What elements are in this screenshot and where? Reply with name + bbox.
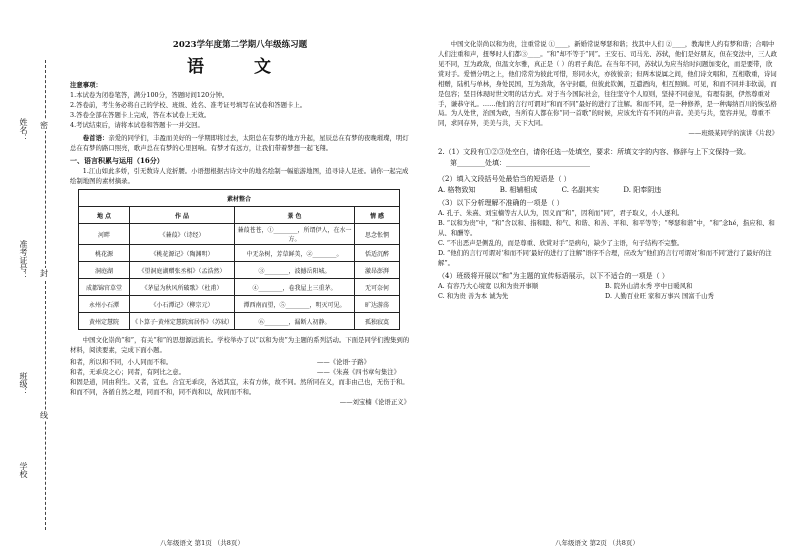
- passage-intro: 中国文化崇尚“和”，有关“和”的思想源远流长。学校举办了以“以和为贵”为主题的系列活动。下面是同学们搜集到的材料，阅读要素，完成下面小题。: [70, 336, 410, 355]
- table-header: 景 色: [235, 207, 355, 224]
- option-2-2-c[interactable]: C. 名副其实: [561, 185, 600, 194]
- option-2-2-b[interactable]: B. 相辅相成: [499, 185, 538, 194]
- cut-char-1: 密: [40, 121, 48, 130]
- question-2-3: （3）以下分析理解不准确的一项是（ ）: [438, 198, 564, 207]
- question-2-1: 2.（1）文段有①②③处空白，请你任选一处填空，要求：所填文字的内容、修辞与上下文保持一致。: [438, 148, 751, 157]
- intro-head: 卷首语：: [82, 133, 109, 142]
- table-header: 情 感: [355, 207, 400, 224]
- table-caption: 素材整合: [79, 190, 400, 207]
- table-header: 地 点: [79, 207, 130, 224]
- table-cell: 成都锦官草堂: [79, 279, 130, 296]
- right-passage-source: ——班级某同学的演讲《片段》: [688, 129, 778, 138]
- option-2-2-d[interactable]: D. 阳奉阴违: [623, 185, 662, 194]
- table-cell: 河畔: [79, 224, 130, 245]
- table-cell[interactable]: 中无杂树，芳草鲜美，②________。: [235, 245, 355, 262]
- id-label: 准考证号：: [19, 240, 28, 280]
- table-row: [79, 245, 400, 262]
- table-cell: 激昂澎湃: [355, 262, 400, 279]
- name-label: 姓名：: [19, 118, 28, 142]
- table-cell: 《蒹葭》（诗经）: [130, 224, 235, 245]
- question-2-2-options: [438, 185, 778, 196]
- table-cell: 孤独寂寞: [355, 313, 400, 330]
- intro-paragraph: [70, 134, 410, 154]
- option-2-2-a[interactable]: A. 格物致知: [438, 185, 476, 194]
- notice-1: 1.本试卷为闭卷笔答，满分100分，答题时间120分钟。: [70, 90, 229, 99]
- school-label: 学校: [19, 462, 28, 478]
- table-cell[interactable]: 潭西南而望，⑤________，明灭可见。: [235, 296, 355, 313]
- quote-2-text: 和者，无乖戾之心；同者，有阿比之意。: [70, 368, 186, 377]
- class-label: 班级：: [19, 372, 28, 396]
- quote-1: [70, 358, 410, 368]
- table-cell: 黄州定慧院: [79, 313, 130, 330]
- table-cell: 洞庭湖: [79, 262, 130, 279]
- section-1-heading: 一、语言积累与运用（16分）: [70, 156, 164, 166]
- question-2-4-options: [438, 282, 778, 302]
- material-table: [78, 189, 400, 330]
- option-2-4-a[interactable]: A. 有容乃大心境宽 以和为贵开事顺: [438, 281, 539, 290]
- table-cell[interactable]: ③________，波撼岳阳城。: [235, 262, 355, 279]
- option-2-3-a[interactable]: A. 孔子、朱熹、刘宝楠等古人认为，因义而“和”，因利而“同”，君子取义，小人逐利。: [438, 209, 684, 218]
- table-row: [79, 279, 400, 296]
- option-2-3-d[interactable]: D. “他们的言行可谓对‘和而不同’最好的进行了注解”语序不合理，应改为“他们的言行可谓对‘和而不同’进行了最好的注解”。: [438, 248, 772, 267]
- table-cell[interactable]: ④________，卷我屋上三重茅。: [235, 279, 355, 296]
- notice-title: 注意事项：: [70, 81, 102, 89]
- table-cell: 无可奈何: [355, 279, 400, 296]
- right-page: [438, 40, 778, 302]
- table-row: [79, 262, 400, 279]
- table-cell: 旷达游荡: [355, 296, 400, 313]
- table-cell[interactable]: ⑥________，漏断人初静。: [235, 313, 355, 330]
- question-1: 1.江山如此多娇，引无数诗人竞折腰。小语想根据古诗文中的地名绘制一幅旅游地图，追寻诗人足迹。请你一起完成绘制地图的素材摘录。: [70, 166, 409, 185]
- table-cell: 《卜算子·黄州定慧院寓居作》（苏轼）: [130, 313, 235, 330]
- option-2-3-c[interactable]: C. “不出恶声是侧乱的，而是尊重、欣赏对手”是病句，缺少了主语，句子结构不完整。: [438, 238, 684, 247]
- right-passage: 中国文化崇尚以和为贵，注重常说 ①____，新婚常说琴瑟和谐；找其中人们 ②____，教海世人约有梦和谐；合唱中人们注重和声，扭琴时人们都③____。“和”却不等于“同”。王安石、司马光、苏轼，他们是好朋友，但在变法中，三人政见不同，互为政敌，但温文尔雅，真正是（ ）的君子典范。在当年不同，苏轼认为应当给时问题加变化，而是要带，欣赏对手。爱憎分明之上，他们常常为彼此可惜，形同水火，亦彼彼亲；但两本说属之间，他们诗文唱和，互相敬重，诗词相赠，陆机与单林，身处民国，互为劲敌，各守封疆，但彼此钦佩，互遣酒肉，相互照顾。可见，和而不同并非软弱，而是包容；坚目体现时世文明的话方式。对于当今国际社会，往往坚守个人原则，坚持不同意见，有理有据，伊然尊重对手，谦恭守礼。……他们的言行可谓对“和而不同”最好的进行了注解。和而不同，是一种修养，是一种海纳百川的恢弘格局。为人处世，治国为政，当所有人都在你“同一首歌”的时候，应该允许有不同的声音。美美与共，宽容并见，尊重不同，求同存异，美美与共，天下大同。: [438, 40, 777, 128]
- quote-1-source: ——《论语·子路》: [316, 358, 370, 367]
- intro-text: 亲爱的同学们，丰盈而美好的一学期即将过去，太阳总在有梦的地方升起，星辰总在有梦的夜晚璀璨，明灯总在有梦的路口照亮，歌声总在有梦的心里回响。有梦才有远方，让我们带着梦想一起飞翔。: [70, 133, 409, 152]
- table-cell: 《望洞庭湖赠张丞相》（孟浩然）: [130, 262, 235, 279]
- notice-block: [70, 81, 410, 131]
- cut-char-3: 线: [40, 411, 48, 420]
- exam-year-title: 2023学年度第二学期八年级练习题: [172, 40, 308, 50]
- table-cell: 《小石潭记》（柳宗元）: [130, 296, 235, 313]
- notice-2: 2.答卷前，考生务必将自己的学校、班级、姓名、准考证号填写在试卷和答题卡上。: [70, 100, 307, 109]
- question-2-1-fill[interactable]: 第________处填：________________________: [450, 159, 590, 168]
- table-row: [79, 296, 400, 313]
- left-page: [70, 38, 410, 408]
- binding-margin: [0, 0, 66, 558]
- table-cell[interactable]: 蒹葭苍苍，①________，所谓伊人，在水一方。: [235, 224, 355, 245]
- table-header: 作 品: [130, 207, 235, 224]
- cut-char-2: 封: [40, 269, 48, 278]
- table-row: [79, 224, 400, 245]
- quote-1-text: 和者，所以和不同，小人同而不和。: [70, 358, 173, 367]
- quote-2-source: ——《朱熹《四书章句集注》: [316, 368, 400, 377]
- table-cell: 思念怅惘: [355, 224, 400, 245]
- table-cell: 恬适沉醉: [355, 245, 400, 262]
- notice-3: 3.答卷全部在答题卡上完成，答在本试卷上无效。: [70, 110, 211, 119]
- table-row: [79, 313, 400, 330]
- option-2-4-b[interactable]: B. 院外山清水秀 亭中日暖风和: [605, 281, 693, 290]
- notice-4: 4.考试结束后，请将本试卷和答题卡一并交回。: [70, 120, 204, 129]
- subject-title: 语 文: [187, 57, 293, 77]
- quote-3-source: ——刘宝楠《论语正义》: [339, 398, 410, 407]
- table-cell: 《茅屋为秋风所破歌》（杜甫）: [130, 279, 235, 296]
- question-2-2: （2）填入文段括号处最恰当的短语是（ ）: [438, 174, 571, 183]
- left-footer: 八年级语文 第1页 （共8页）: [160, 539, 244, 547]
- option-2-4-d[interactable]: D. 人勤百业旺 家和万事兴 国富千山秀: [605, 291, 714, 300]
- table-cell: 永州小石潭: [79, 296, 130, 313]
- option-2-3-b[interactable]: B. “以和为贵”中，“和”含以和、指和睦、和气、和谐、和善、平和、和平等等；“琴瑟和谐”中，“和”念hé，指应和、和从、和酬等。: [438, 219, 775, 237]
- table-cell: 桃花源: [79, 245, 130, 262]
- quote-3-text: 和固是道，同由利生。又者，宜也。合宜无乖戾，各适其宜，未有方体，故不同。然所同在义，而非由己也，无伤于和。和而不同，各循自然之理，同而不和，同不尚和以，故同而不和。: [70, 378, 409, 397]
- table-cell: 《桃花源记》（陶渊明）: [130, 245, 235, 262]
- question-2-4: （4）班级将开展以“和”为主题的宣传标语展示，以下不适合的一项是（ ）: [438, 271, 669, 280]
- option-2-4-c[interactable]: C. 和为贵 善为本 诚为先: [438, 291, 509, 300]
- quote-2: [70, 368, 410, 378]
- right-footer: 八年级语文 第2页 （共8页）: [555, 539, 639, 547]
